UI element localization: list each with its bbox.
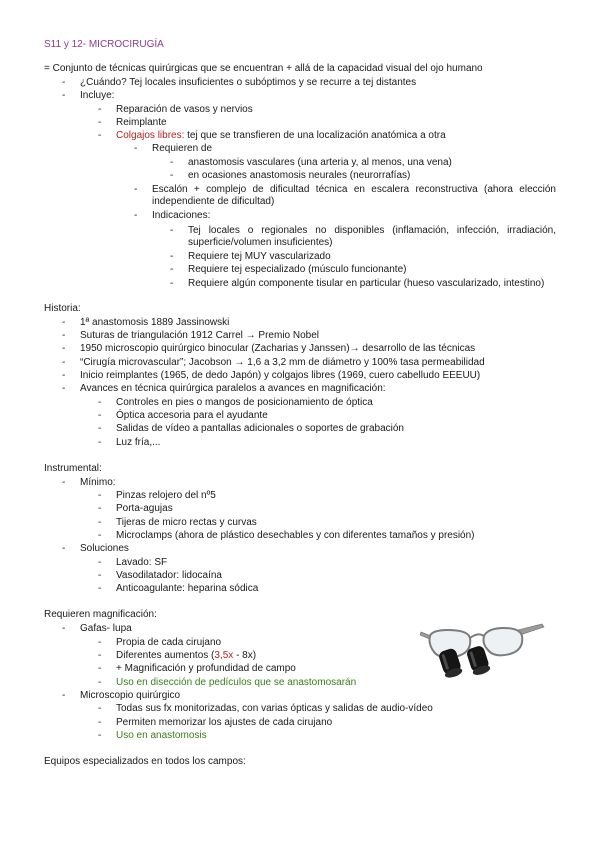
bullet-dash: - bbox=[62, 383, 66, 394]
bullet-dash: - bbox=[98, 503, 102, 514]
list-item: Pinzas relojero del nº5 bbox=[116, 490, 216, 501]
list-item: Requiere tej MUY vascularizado bbox=[188, 251, 331, 262]
bullet-dash: - bbox=[98, 530, 102, 541]
bullet-dash: - bbox=[62, 77, 66, 88]
bullet-dash: - bbox=[98, 637, 102, 648]
colgajos-line bbox=[116, 130, 446, 142]
instrumental-heading: Instrumental: bbox=[44, 463, 102, 474]
escalon-line: Escalón + complejo de dificultad técnica en escalera reconstructiva (ahora elección independiente de dificultad) bbox=[152, 184, 556, 207]
list-item: Todas sus fx monitorizadas, con varias ópticas y salidas de audio-vídeo bbox=[116, 703, 433, 714]
list-item: Vasodilatador: lidocaína bbox=[116, 570, 222, 581]
bullet-dash: - bbox=[98, 677, 102, 688]
bullet-dash: - bbox=[62, 357, 66, 368]
historia-heading: Historia: bbox=[44, 303, 81, 314]
list-item: Microclamps (ahora de plástico desechables y con diferentes tamaños y presión) bbox=[116, 530, 475, 541]
indicaciones-label: Indicaciones: bbox=[152, 210, 211, 221]
bullet-dash: - bbox=[134, 184, 138, 195]
bullet-dash: - bbox=[62, 477, 66, 488]
loupe-glasses-icon bbox=[418, 618, 546, 682]
list-item: Permiten memorizar los ajustes de cada cirujano bbox=[116, 717, 333, 728]
aumentos-highlight: 3,5x bbox=[214, 650, 234, 661]
list-item: Requiere tej especializado (músculo funcionante) bbox=[188, 264, 407, 275]
bullet-dash: - bbox=[62, 690, 66, 701]
list-item: anastomosis vasculares (una arteria y, al menos, una vena) bbox=[188, 157, 452, 168]
magnificacion-heading: Requieren magnificación: bbox=[44, 609, 157, 620]
list-item: + Magnificación y profundidad de campo bbox=[116, 663, 296, 674]
list-item: Reimplante bbox=[116, 117, 167, 128]
colgajos-label: Colgajos libres: bbox=[116, 130, 185, 141]
list-item: Óptica accesoria para el ayudante bbox=[116, 410, 268, 421]
requieren-label: Requieren de bbox=[152, 143, 213, 154]
minimo-label: Mínimo: bbox=[80, 477, 116, 488]
bullet-dash: - bbox=[98, 730, 102, 741]
bullet-dash: - bbox=[134, 143, 138, 154]
aumentos-post: - 8x) bbox=[233, 650, 257, 661]
list-item: 1ª anastomosis 1889 Jassinowski bbox=[80, 317, 230, 328]
incluye-label: Incluye: bbox=[80, 90, 115, 101]
list-item: Inicio reimplantes (1965, de dedo Japón) y colgajos libres (1969, cuero cabelludo EEEUU) bbox=[80, 370, 481, 381]
bullet-dash: - bbox=[170, 264, 174, 275]
bullet-dash: - bbox=[98, 663, 102, 674]
bullet-dash: - bbox=[98, 650, 102, 661]
bullet-dash: - bbox=[98, 717, 102, 728]
list-item bbox=[116, 650, 256, 662]
list-item: Salidas de vídeo a pantallas adicionales o soportes de grabación bbox=[116, 423, 404, 434]
soluciones-label: Soluciones bbox=[80, 543, 129, 554]
bullet-dash: - bbox=[62, 623, 66, 634]
cuando-line: ¿Cuándo? Tej locales insuficientes o subóptimos y se recurre a tej distantes bbox=[80, 77, 417, 88]
bullet-dash: - bbox=[62, 330, 66, 341]
bullet-dash: - bbox=[98, 117, 102, 128]
bullet-dash: - bbox=[170, 225, 174, 236]
colgajos-text: tej que se transfieren de una localización anatómica a otra bbox=[184, 130, 446, 141]
bullet-dash: - bbox=[98, 583, 102, 594]
list-item: Requiere algún componente tisular en particular (hueso vascularizado, intestino) bbox=[188, 278, 545, 289]
bullet-dash: - bbox=[170, 278, 174, 289]
gafas-label: Gafas- lupa bbox=[80, 623, 132, 634]
bullet-dash: - bbox=[98, 130, 102, 141]
page-title: S11 y 12- MICROCIRUGÍA bbox=[44, 39, 164, 50]
bullet-dash: - bbox=[98, 410, 102, 421]
list-item: Luz fría,... bbox=[116, 437, 161, 448]
equipos-heading: Equipos especializados en todos los campos: bbox=[44, 756, 246, 767]
bullet-dash: - bbox=[170, 251, 174, 262]
bullet-dash: - bbox=[98, 557, 102, 568]
bullet-dash: - bbox=[170, 170, 174, 181]
bullet-dash: - bbox=[98, 104, 102, 115]
bullet-dash: - bbox=[170, 157, 174, 168]
list-item: Propia de cada cirujano bbox=[116, 637, 222, 648]
bullet-dash: - bbox=[98, 703, 102, 714]
list-item: Reparación de vasos y nervios bbox=[116, 104, 253, 115]
bullet-dash: - bbox=[98, 437, 102, 448]
bullet-dash: - bbox=[134, 210, 138, 221]
list-item: Tijeras de micro rectas y curvas bbox=[116, 517, 257, 528]
list-item: Controles en pies o mangos de posicionamiento de óptica bbox=[116, 397, 373, 408]
bullet-dash: - bbox=[62, 343, 66, 354]
bullet-dash: - bbox=[98, 423, 102, 434]
bullet-dash: - bbox=[98, 490, 102, 501]
list-item: Avances en técnica quirúrgica paralelos a avances en magnificación: bbox=[80, 383, 386, 394]
list-item: 1950 microscopio quirúrgico binocular (Zacharias y Janssen)→ desarrollo de las técnicas bbox=[80, 343, 476, 354]
bullet-dash: - bbox=[98, 570, 102, 581]
bullet-dash: - bbox=[98, 517, 102, 528]
list-item: Porta-agujas bbox=[116, 503, 173, 514]
bullet-dash: - bbox=[62, 370, 66, 381]
bullet-dash: - bbox=[62, 543, 66, 554]
list-item: Uso en anastomosis bbox=[116, 730, 207, 741]
list-item: Anticoagulante: heparina sódica bbox=[116, 583, 259, 594]
aumentos-pre: Diferentes aumentos ( bbox=[116, 650, 215, 661]
list-item: Uso en disección de pedículos que se anastomosarán bbox=[116, 677, 357, 688]
bullet-dash: - bbox=[62, 317, 66, 328]
microscopio-label: Microscopio quirúrgico bbox=[80, 690, 181, 701]
list-item: Lavado: SF bbox=[116, 557, 168, 568]
list-item: Tej locales o regionales no disponibles (inflamación, infección, irradiación, superficie/volumen insuficientes) bbox=[188, 225, 556, 248]
bullet-dash: - bbox=[98, 397, 102, 408]
bullet-dash: - bbox=[62, 90, 66, 101]
list-item: Suturas de triangulación 1912 Carrel → Premio Nobel bbox=[80, 330, 320, 341]
list-item: “Cirugía microvascular”; Jacobson → 1,6 a 3,2 mm de diámetro y 100% tasa permeabilidad bbox=[80, 357, 485, 368]
list-item: en ocasiones anastomosis neurales (neurorrafías) bbox=[188, 170, 411, 181]
definition: = Conjunto de técnicas quirúrgicas que se encuentran + allá de la capacidad visual del ojo humano bbox=[44, 63, 483, 74]
